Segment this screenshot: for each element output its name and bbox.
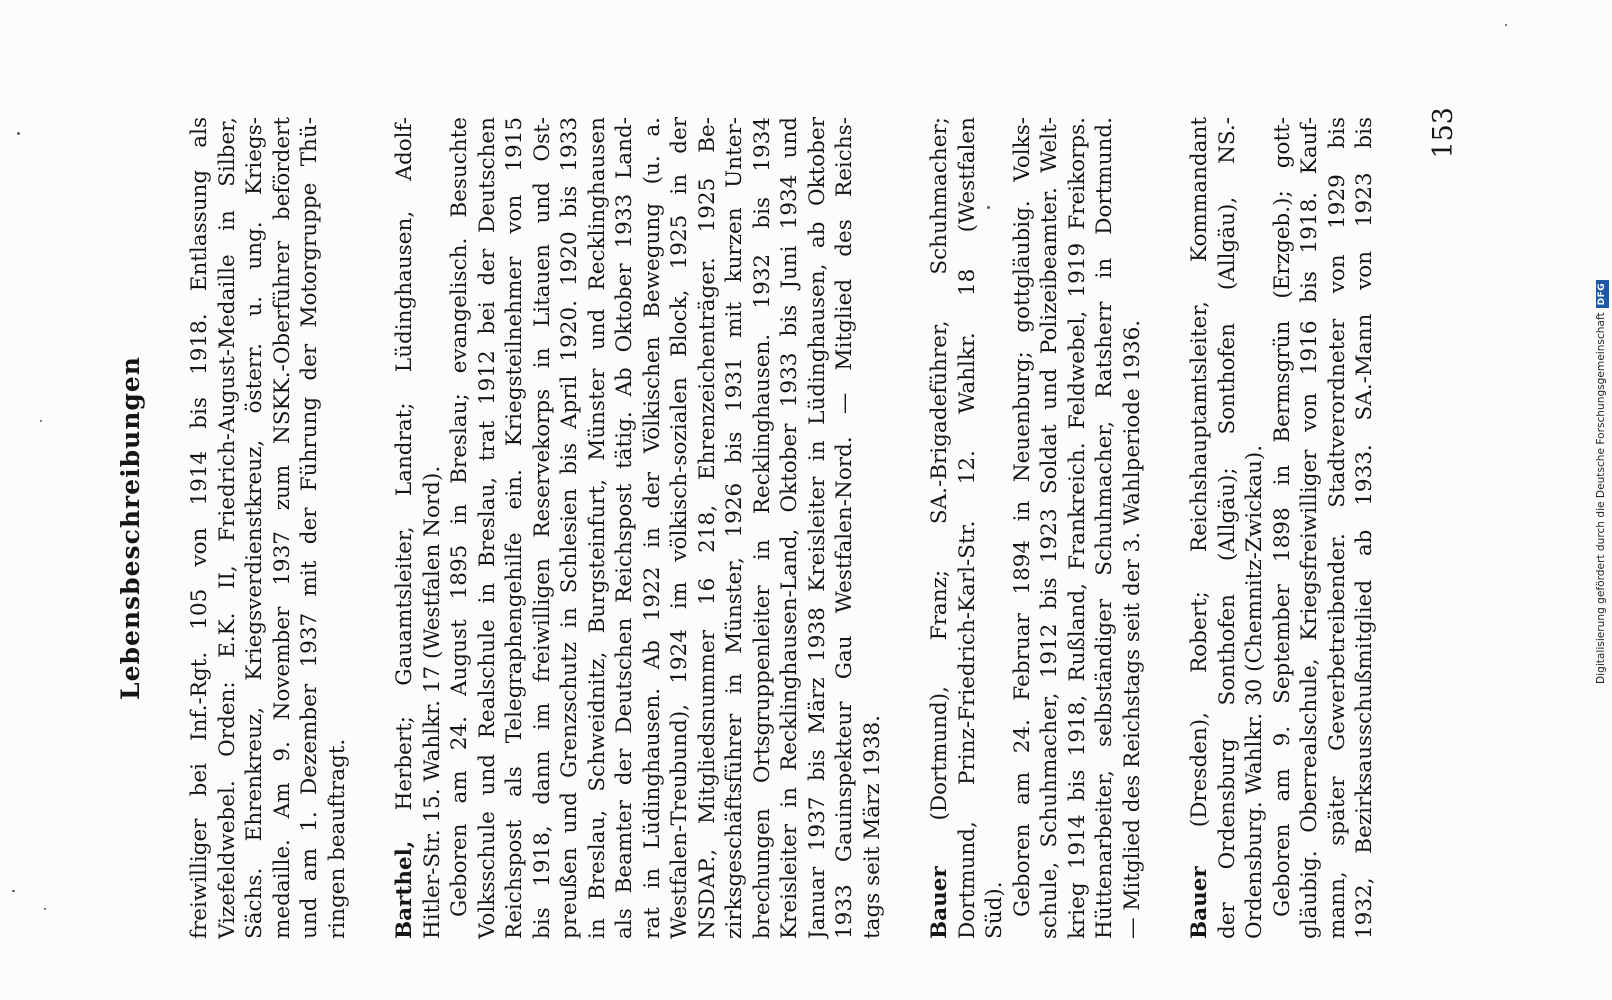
entry-heading-text: Herbert; Gauamtsleiter, Landrat; Lüdinghausen, Adolf- <box>392 117 417 841</box>
entry-heading-text: (Dresden), Robert; Reichshauptamtsleiter, Kommandant <box>1187 117 1212 867</box>
text-line: in Breslau, Schweidnitz, Burgsteinfurt, Münster und Recklinghausen <box>584 117 610 939</box>
text-line: Ordensburg. Wahlkr. 30 (Chemnitz-Zwickau). <box>1242 444 1267 939</box>
text-line: rat in Lüdinghausen. Ab 1922 in der Völkischen Bewegung (u. a. <box>639 117 665 939</box>
entry-separator <box>351 117 391 939</box>
entry-name: Bauer <box>1187 866 1212 939</box>
text-line: Geboren am 24. August 1895 in Breslau; evangelisch. Besuchte <box>447 117 472 917</box>
entry-continuation <box>186 117 351 939</box>
text-line: 1933 Gauinspekteur Gau Westfalen-Nord. — Mitglied des Reichs- <box>832 117 857 939</box>
entry-separator <box>886 117 926 939</box>
text-line: Januar 1937 bis März 1938 Kreisleiter in Lüdinghausen, ab Oktober <box>804 117 830 939</box>
scan-speck <box>17 132 20 135</box>
entry-bauer-dortmund <box>926 117 1146 939</box>
text-line: Hitler-Str. 15. Wahlkr. 17 (Westfalen Nord). <box>419 465 445 939</box>
text-line: — Mitglied des Reichstags seit der 3. Wahlperiode 1936. <box>1119 319 1145 939</box>
dfg-logo: DFG <box>1596 280 1609 309</box>
text-line: medaille. Am 9. November 1937 zum NSKK.-Oberführer befördert <box>269 117 295 939</box>
text-line: und am 1. Dezember 1937 mit der Führung der Motorgruppe Thü- <box>297 117 322 939</box>
text-line: Dortmund, Prinz-Friedrich-Karl-Str. 12. Wahlkr. 18 (Westfalen <box>954 117 980 939</box>
text-line: als Beamter der Deutschen Reichspost tätig. Ab Oktober 1933 Land- <box>612 117 637 939</box>
page-number: 153 <box>1428 107 1459 159</box>
entry-heading-text: (Dortmund), Franz; SA.-Brigadeführer, Schuhmacher; <box>927 117 952 867</box>
text-line: Süd). <box>982 881 1007 939</box>
text-line: der Ordensburg Sonthofen (Allgäu); Sonthofen (Allgäu), NS.- <box>1214 117 1240 939</box>
text-line: NSDAP., Mitgliedsnummer 16 218, Ehrenzeichenträger. 1925 Be- <box>694 117 720 939</box>
entry-barthel <box>391 117 886 939</box>
text-line: tags seit März 1938. <box>859 714 885 939</box>
text-line: Kreisleiter in Recklinghausen-Land, Oktober 1933 bis Juni 1934 und <box>777 117 802 939</box>
text-line: preußen und Grenzschutz in Schlesien bis April 1920. 1920 bis 1933 <box>557 117 582 939</box>
text-line: krieg 1914 bis 1918, Rußland, Frankreich. Feldwebel, 1919 Freikorps. <box>1064 117 1090 939</box>
entry-heading-line <box>926 117 954 939</box>
text-line: mann, später Gewerbetreibender. Stadtverordneter von 1929 bis <box>1324 117 1350 939</box>
entry-separator <box>1146 117 1186 939</box>
text-line: Westfalen-Treubund), 1924 im völkisch-sozialen Block, 1925 in der <box>667 117 692 939</box>
text-line: gläubig. Oberrealschule, Kriegsfreiwilliger von 1916 bis 1918. Kauf- <box>1297 117 1322 939</box>
text-line: brechungen Ortsgruppenleiter in Recklinghausen. 1932 bis 1934 <box>749 117 775 939</box>
text-line: bis 1918, dann im freiwilligen Reservekorps in Litauen und Ost- <box>529 117 555 939</box>
text-block <box>186 117 1379 939</box>
entry-name: Barthel, <box>392 840 417 939</box>
text-line: 1932, Bezirksausschußmitglied ab 1933. SA.-Mann von 1923 bis <box>1352 117 1377 939</box>
running-head: Lebensbeschreibungen <box>116 356 145 700</box>
rotated-book-page <box>106 103 1546 953</box>
entry-heading-line <box>391 117 419 939</box>
scan-speck <box>12 890 15 892</box>
text-line: Sächs. Ehrenkreuz, Kriegsverdienstkreuz, österr. u. ung. Kriegs- <box>242 117 267 939</box>
entry-heading-line <box>1186 117 1214 939</box>
scan-speck <box>1505 24 1507 26</box>
scan-speck <box>44 908 46 910</box>
text-line: Volksschule und Realschule in Breslau, trat 1912 bei der Deutschen <box>474 117 500 939</box>
text-line: Vizefeldwebel. Orden: E.K. II, Friedrich-August-Medaille in Silber, <box>214 117 240 939</box>
digitization-notice-text: Digitalisierung gefördert durch die Deutsche Forschungsgemeinschaft <box>1595 312 1607 684</box>
text-line: schule, Schuhmacher, 1912 bis 1923 Soldat und Polizeibeamter. Welt- <box>1037 117 1062 939</box>
text-line: freiwilliger bei Inf.-Rgt. 105 von 1914 bis 1918. Entlassung als <box>187 117 212 939</box>
entry-bauer-dresden <box>1186 117 1379 939</box>
text-line: zirksgeschäftsführer in Münster, 1926 bis 1931 mit kurzen Unter- <box>722 117 747 939</box>
digitization-notice <box>1594 0 1608 684</box>
text-line: Hüttenarbeiter, selbständiger Schuhmacher, Ratsherr in Dortmund. <box>1092 117 1117 939</box>
text-line: Geboren am 24. Februar 1894 in Neuenburg; gottgläubig. Volks- <box>1009 117 1035 917</box>
text-line: ringen beauftragt. <box>324 738 350 939</box>
text-line: Geboren am 9. September 1898 in Bermsgrün (Erzgeb.); gott- <box>1269 117 1295 917</box>
text-line: Reichspost als Telegraphengehilfe ein. Kriegsteilnehmer von 1915 <box>502 117 527 939</box>
scan-speck <box>40 420 42 422</box>
entry-name: Bauer <box>927 866 952 939</box>
